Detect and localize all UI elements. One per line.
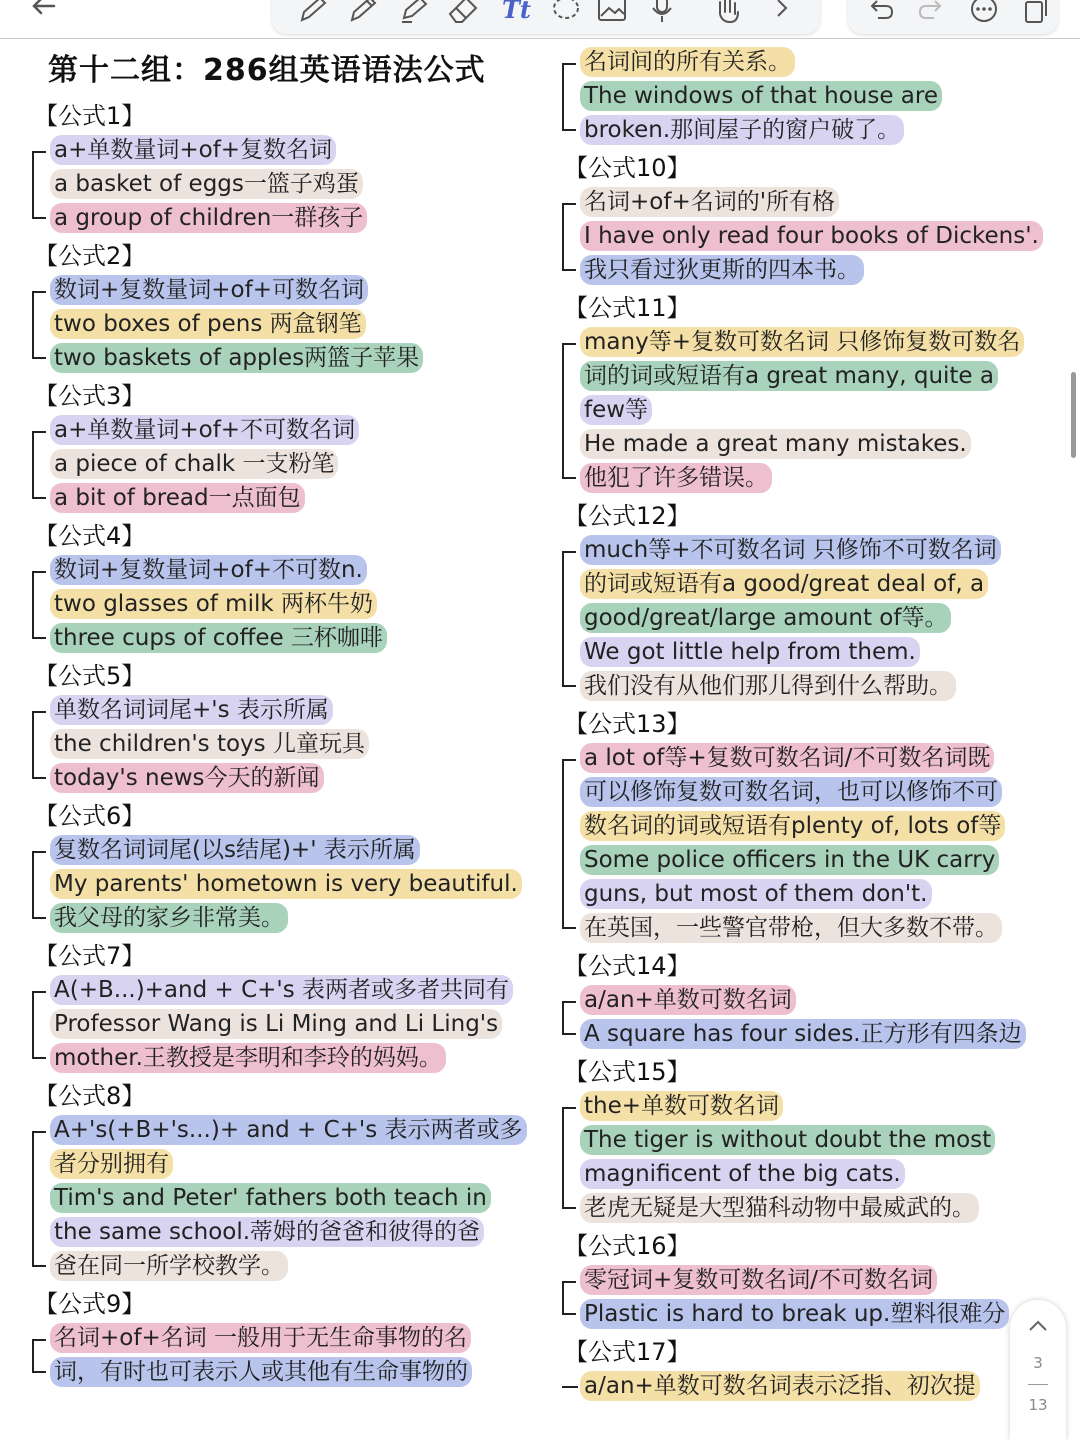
note-line: [50, 902, 530, 936]
note-line: [50, 342, 530, 376]
highlighted-text: the+单数可数名词: [580, 1091, 783, 1121]
formula-group: [560, 984, 1060, 1052]
divider: [1028, 1384, 1048, 1385]
highlighted-text: magnificent of the big cats.: [580, 1159, 905, 1189]
pencil-icon[interactable]: [342, 0, 382, 24]
note-line: [50, 1356, 530, 1390]
bracket: [562, 1108, 578, 1208]
formula-group: [30, 274, 530, 376]
bracket: [32, 292, 48, 358]
bracket: [562, 1282, 578, 1314]
note-line: [580, 602, 1060, 636]
formula-heading: 【公式4】: [34, 522, 146, 550]
highlighted-text: The windows of that house are: [580, 81, 942, 111]
formula-heading: 【公式7】: [34, 942, 146, 970]
note-line: [580, 220, 1060, 254]
highlighted-text: a basket of eggs一篮子鸡蛋: [50, 169, 363, 199]
hand-icon[interactable]: [708, 0, 748, 24]
current-page: 3: [1033, 1354, 1043, 1372]
formula-group: [30, 834, 530, 936]
note-line: [50, 1250, 530, 1284]
note-line: [580, 80, 1060, 114]
eraser-icon[interactable]: [442, 0, 482, 24]
note-line: [50, 1148, 530, 1182]
note-line: [580, 114, 1060, 148]
highlighted-text: 复数名词词尾(以s结尾)+' 表示所属: [50, 835, 420, 865]
note-line: [580, 912, 1060, 946]
note-line: [580, 568, 1060, 602]
highlighted-text: the children's toys 儿童玩具: [50, 729, 369, 759]
note-line: [580, 326, 1060, 360]
highlighted-text: two boxes of pens 两盒钢笔: [50, 309, 366, 339]
highlighted-text: A(+B...)+and + C+'s 表两者或多者共同有: [50, 975, 513, 1005]
chevron-right-icon[interactable]: [762, 0, 802, 24]
formula-heading: 【公式12】: [564, 502, 691, 530]
note-line: [580, 186, 1060, 220]
highlighted-text: two baskets of apples两篮子苹果: [50, 343, 423, 373]
highlighted-text: 名词间的所有关系。: [580, 47, 795, 77]
highlighted-text: a lot of等+复数可数名词/不可数名词既: [580, 743, 994, 773]
bracket: [562, 344, 578, 478]
formula-heading: 【公式14】: [564, 952, 691, 980]
highlighted-text: a group of children一群孩子: [50, 203, 367, 233]
highlighted-text: 爸在同一所学校教学。: [50, 1251, 288, 1281]
pages-icon[interactable]: [1014, 0, 1054, 24]
highlighted-text: Tim's and Peter' fathers both teach in: [50, 1183, 491, 1213]
note-line: [580, 742, 1060, 776]
note-line: [50, 308, 530, 342]
note-line: [580, 534, 1060, 568]
note-line: [50, 554, 530, 588]
highlighted-text: 在英国，一些警官带枪，但大多数不带。: [580, 913, 1002, 943]
formula-group: [30, 1114, 530, 1284]
bracket: [562, 204, 578, 270]
highlighted-text: today's news今天的新闻: [50, 763, 324, 793]
highlighted-text: many等+复数可数名词 只修饰复数可数名: [580, 327, 1024, 357]
highlighted-text: 数词+复数量词+of+可数名词: [50, 275, 368, 305]
highlighted-text: 数名词的词或短语有plenty of, lots of等: [580, 811, 1005, 841]
highlighted-text: Some police officers in the UK carry: [580, 845, 999, 875]
highlighted-text: 数词+复数量词+of+不可数n.: [50, 555, 367, 585]
highlighted-text: 的词或短语有a good/great deal of, a: [580, 569, 988, 599]
highlighted-text: a+单数量词+of+复数名词: [50, 135, 336, 165]
highlighted-text: much等+不可数名词 只修饰不可数名词: [580, 535, 1001, 565]
formula-group: [560, 326, 1060, 496]
highlighted-text: A+'s(+B+'s...)+ and + C+'s 表示两者或多: [50, 1115, 527, 1145]
highlighted-text: He made a great many mistakes.: [580, 429, 971, 459]
note-line: [50, 728, 530, 762]
note-line: [580, 636, 1060, 670]
highlighted-text: 词，有时也可表示人或其他有生命事物的: [50, 1357, 472, 1387]
top-toolbar: [0, 0, 1080, 39]
note-line: [580, 360, 1060, 394]
formula-group: [560, 1264, 1060, 1332]
formula-group: [560, 1090, 1060, 1226]
highlighted-text: A square has four sides.正方形有四条边: [580, 1019, 1026, 1049]
note-line: [50, 134, 530, 168]
bracket: [562, 64, 578, 130]
formula-group: [560, 186, 1060, 288]
note-line: [580, 254, 1060, 288]
pen-icon[interactable]: [292, 0, 332, 24]
formula-group: [30, 414, 530, 516]
formula-group: [30, 1322, 530, 1390]
bracket: [562, 760, 578, 928]
formula-heading: 【公式3】: [34, 382, 146, 410]
note-line: [580, 878, 1060, 912]
svg-text:Tt: Tt: [502, 0, 531, 24]
page-indicator[interactable]: [1010, 1300, 1066, 1440]
highlighted-text: 我只看过狄更斯的四本书。: [580, 255, 864, 285]
note-line: [50, 414, 530, 448]
note-line: [50, 588, 530, 622]
highlighted-text: three cups of coffee 三杯咖啡: [50, 623, 387, 653]
highlighted-text: the same school.蒂姆的爸爸和彼得的爸: [50, 1217, 484, 1247]
note-line: [50, 868, 530, 902]
left-column: [30, 44, 530, 1392]
formula-heading: 【公式13】: [564, 710, 691, 738]
chevron-up-icon[interactable]: [1027, 1318, 1049, 1334]
highlighted-text: two glasses of milk 两杯牛奶: [50, 589, 377, 619]
formula-heading: 【公式1】: [34, 102, 146, 130]
highlighter-icon[interactable]: [392, 0, 432, 24]
undo-icon[interactable]: [860, 0, 900, 24]
highlighted-text: a bit of bread一点面包: [50, 483, 305, 513]
note-line: [50, 1216, 530, 1250]
note-line: [580, 462, 1060, 496]
note-line: [50, 974, 530, 1008]
note-line: [50, 1042, 530, 1076]
note-line: [50, 622, 530, 656]
note-line: [580, 46, 1060, 80]
highlighted-text: a+单数量词+of+不可数名词: [50, 415, 359, 445]
formula-group: [560, 1370, 1060, 1404]
highlighted-text: Professor Wang is Li Ming and Li Ling's: [50, 1009, 502, 1039]
highlighted-text: 老虎无疑是大型猫科动物中最威武的。: [580, 1193, 979, 1223]
formula-group: [30, 554, 530, 656]
note-line: [50, 762, 530, 796]
highlighted-text: We got little help from them.: [580, 637, 920, 667]
drawing-tools-bar: [272, 0, 820, 34]
highlighted-text: 词的词或短语有a great many, quite a: [580, 361, 998, 391]
page-title: 第十二组：286组英语语法公式: [48, 53, 486, 88]
bracket: [32, 1340, 48, 1372]
highlighted-text: 名词+of+名词的'所有格: [580, 187, 839, 217]
highlighted-text: 零冠词+复数可数名词/不可数名词: [580, 1265, 937, 1295]
note-line: [50, 834, 530, 868]
highlighted-text: The tiger is without doubt the most: [580, 1125, 995, 1155]
scrollbar[interactable]: [1071, 372, 1076, 458]
bracket: [32, 712, 48, 778]
highlighted-text: 者分别拥有: [50, 1149, 173, 1179]
formula-heading: 【公式8】: [34, 1082, 146, 1110]
text-icon[interactable]: [494, 0, 534, 24]
total-pages: 13: [1028, 1396, 1048, 1414]
bracket: [562, 552, 578, 686]
formula-group: [560, 534, 1060, 704]
formula-group: [30, 694, 530, 796]
note-line: [50, 274, 530, 308]
note-line: [580, 810, 1060, 844]
formula-heading: 【公式11】: [564, 294, 691, 322]
note-line: [580, 844, 1060, 878]
formula-group: [30, 974, 530, 1076]
bracket: [562, 1386, 578, 1388]
note-line: [50, 694, 530, 728]
bracket: [32, 572, 48, 638]
highlighted-text: few等: [580, 395, 652, 425]
bracket: [32, 992, 48, 1058]
formula-heading: 【公式5】: [34, 662, 146, 690]
microphone-icon[interactable]: [642, 0, 682, 24]
highlighted-text: I have only read four books of Dickens'.: [580, 221, 1043, 251]
formula-heading: 【公式9】: [34, 1290, 146, 1318]
note-line: [580, 1298, 1060, 1332]
highlighted-text: mother.王教授是李明和李玲的妈妈。: [50, 1043, 446, 1073]
formula-heading: 【公式17】: [564, 1338, 691, 1366]
note-line: [50, 1114, 530, 1148]
note-line: [580, 1370, 1060, 1404]
highlighted-text: Plastic is hard to break up.塑料很难分: [580, 1299, 1009, 1329]
note-line: [50, 448, 530, 482]
actions-bar: [848, 0, 1058, 34]
back-arrow-icon[interactable]: [24, 0, 64, 26]
note-line: [50, 1182, 530, 1216]
note-line: [580, 1090, 1060, 1124]
bracket: [562, 1002, 578, 1034]
formula-heading: 【公式2】: [34, 242, 146, 270]
right-column: [560, 46, 1060, 1406]
highlighted-text: a piece of chalk 一支粉笔: [50, 449, 338, 479]
highlighted-text: 我们没有从他们那儿得到什么帮助。: [580, 671, 956, 701]
note-line: [580, 984, 1060, 1018]
note-line: [50, 1322, 530, 1356]
formula-heading: 【公式15】: [564, 1058, 691, 1086]
formula-heading: 【公式16】: [564, 1232, 691, 1260]
note-line: [580, 1158, 1060, 1192]
note-line: [50, 482, 530, 516]
note-line: [580, 1192, 1060, 1226]
note-line: [580, 394, 1060, 428]
highlighted-text: My parents' hometown is very beautiful.: [50, 869, 522, 899]
highlighted-text: 他犯了许多错误。: [580, 463, 772, 493]
note-line: [50, 1008, 530, 1042]
image-icon[interactable]: [592, 0, 632, 24]
note-line: [580, 1264, 1060, 1298]
formula-group: [560, 742, 1060, 946]
highlighted-text: 单数名词词尾+'s 表示所属: [50, 695, 333, 725]
bracket: [32, 1132, 48, 1266]
highlighted-text: a/an+单数可数名词表示泛指、初次提: [580, 1371, 980, 1401]
note-line: [580, 1018, 1060, 1052]
note-line: [50, 202, 530, 236]
bracket: [32, 152, 48, 218]
more-icon[interactable]: [964, 0, 1004, 24]
highlighted-text: a/an+单数可数名词: [580, 985, 796, 1015]
highlighted-text: guns, but most of them don't.: [580, 879, 932, 909]
note-line: [580, 1124, 1060, 1158]
highlighted-text: good/great/large amount of等。: [580, 603, 951, 633]
redo-icon[interactable]: [912, 0, 952, 24]
formula-heading: 【公式6】: [34, 802, 146, 830]
bracket: [32, 432, 48, 498]
formula-heading: 【公式10】: [564, 154, 691, 182]
highlighted-text: 名词+of+名词 一般用于无生命事物的名: [50, 1323, 471, 1353]
formula-group: [30, 134, 530, 236]
highlighted-text: broken.那间屋子的窗户破了。: [580, 115, 904, 145]
note-line: [580, 670, 1060, 704]
note-line: [580, 776, 1060, 810]
note-line: [50, 168, 530, 202]
bracket: [32, 852, 48, 918]
lasso-icon[interactable]: [544, 0, 584, 24]
highlighted-text: 我父母的家乡非常美。: [50, 903, 288, 933]
highlighted-text: 可以修饰复数可数名词，也可以修饰不可: [580, 777, 1002, 807]
note-line: [580, 428, 1060, 462]
formula-group: [560, 46, 1060, 148]
